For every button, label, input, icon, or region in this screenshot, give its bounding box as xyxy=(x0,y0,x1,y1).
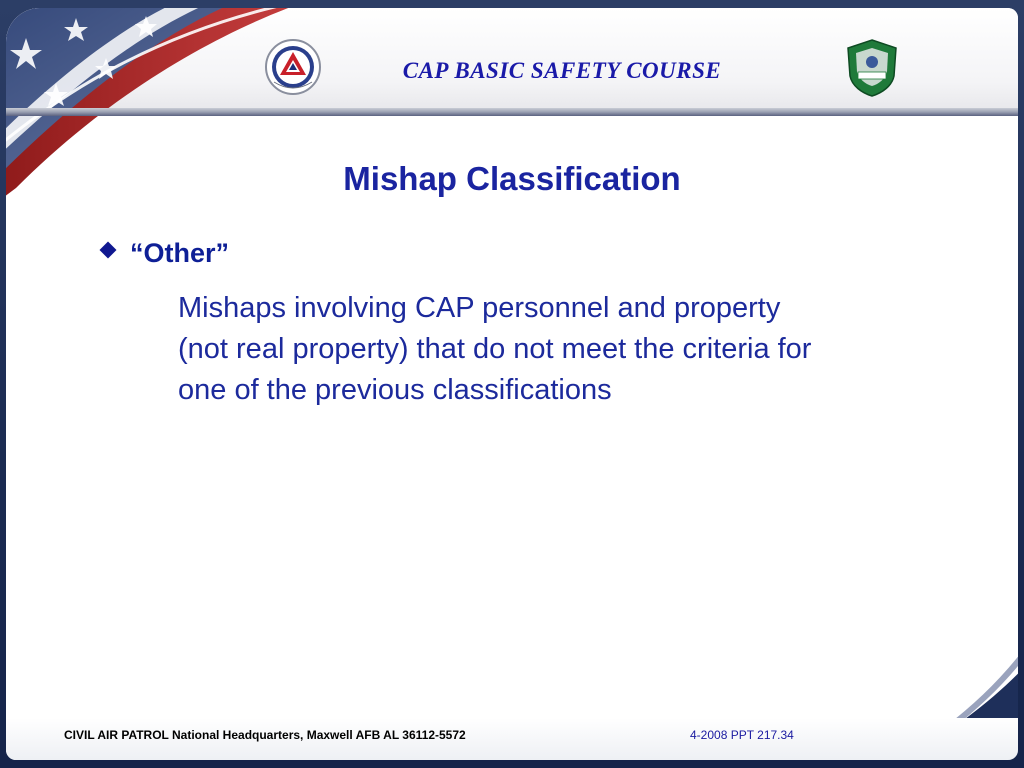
footer-address: CIVIL AIR PATROL National Headquarters, Maxwell AFB AL 36112-5572 xyxy=(64,728,466,742)
slide-title: Mishap Classification xyxy=(343,160,681,197)
body-line: Mishaps involving CAP personnel and property xyxy=(178,292,781,324)
body-line: (not real property) that do not meet the criteria for xyxy=(178,333,812,365)
body-line: one of the previous classifications xyxy=(178,374,612,406)
slide-card xyxy=(6,8,1018,760)
safety-shield-icon xyxy=(844,38,900,98)
footer-slide-id: 4-2008 PPT 217.34 xyxy=(690,728,794,742)
diamond-bullet-icon xyxy=(100,241,117,258)
body-paragraph xyxy=(178,288,958,411)
bullet-item xyxy=(102,238,229,269)
header-divider xyxy=(6,108,1018,116)
course-title: CAP BASIC SAFETY COURSE xyxy=(402,58,722,83)
bullet-label: “Other” xyxy=(130,238,230,268)
civil-air-patrol-emblem-icon xyxy=(264,38,322,96)
